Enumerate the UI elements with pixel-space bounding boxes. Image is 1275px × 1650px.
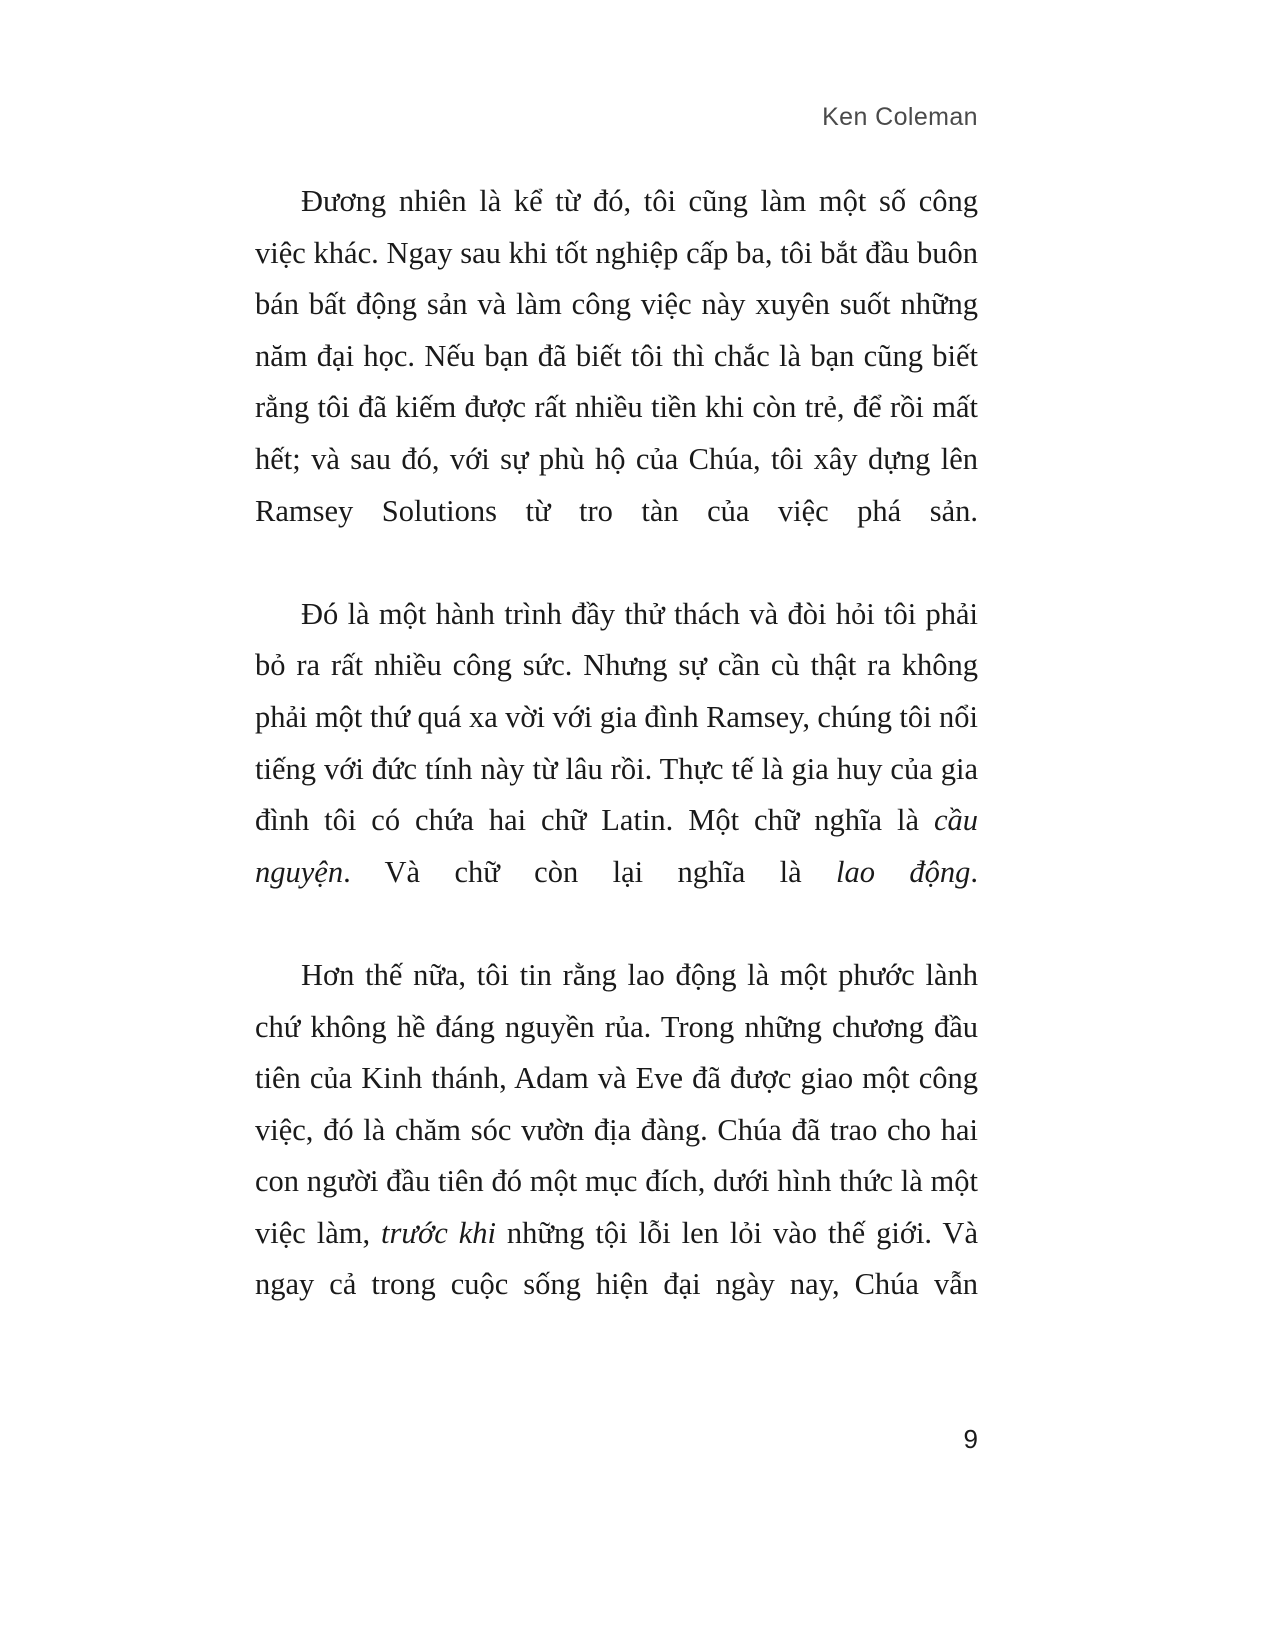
paragraph-2-text-run-2: . Và chữ còn lại nghĩa là [343, 854, 837, 889]
page-number: 9 [963, 1424, 978, 1454]
paragraph-2 [255, 589, 978, 950]
body-text-block [255, 176, 978, 1363]
paragraph-3-text-run-0: Hơn thế nữa, tôi tin rằng lao động là một phước lành chứ không hề đáng nguyền rủa. Trong những chương đầu tiên của Kinh thánh, Adam và Eve đã được giao một công việc, đó là chăm sóc vườn địa đàng. Chúa đã trao cho hai con người đầu tiên đó một mục đích, dưới hình thức là một việc làm, [255, 957, 978, 1250]
paragraph-2-italic-run-3: lao động [836, 854, 971, 889]
paragraph-3-italic-run-1: trước khi [381, 1215, 496, 1250]
paragraph-2-italic-run-1: cầu nguyện [255, 803, 978, 889]
paragraph-3-text-run-2: những tội lỗi len lỏi vào thế giới. Và ngay cả trong cuộc sống hiện đại ngày nay, Chúa vẫn [255, 1215, 978, 1302]
paragraph-3 [255, 950, 978, 1363]
paragraph-1 [255, 176, 978, 589]
paragraph-2-text-run-0: Đó là một hành trình đầy thử thách và đòi hỏi tôi phải bỏ ra rất nhiều công sức. Nhưng sự cần cù thật ra không phải một thứ quá xa vời với gia đình Ramsey, chúng tôi nổi tiếng với đức tính này từ lâu rồi. Thực tế là gia huy của gia đình tôi có chứa hai chữ Latin. Một chữ nghĩa là [255, 596, 978, 838]
running-head-author: Ken Coleman [822, 103, 978, 131]
paragraph-2-text-run-4: . [970, 854, 978, 889]
paragraph-1-text-run-0: Đương nhiên là kể từ đó, tôi cũng làm một số công việc khác. Ngay sau khi tốt nghiệp cấp ba, tôi bắt đầu buôn bán bất động sản và làm công việc này xuyên suốt những năm đại học. Nếu bạn đã biết tôi thì chắc là bạn cũng biết rằng tôi đã kiếm được rất nhiều tiền khi còn trẻ, để rồi mất hết; và sau đó, với sự phù hộ của Chúa, tôi xây dựng lên Ramsey Solutions từ tro tàn của việc phá sản. [255, 184, 978, 528]
